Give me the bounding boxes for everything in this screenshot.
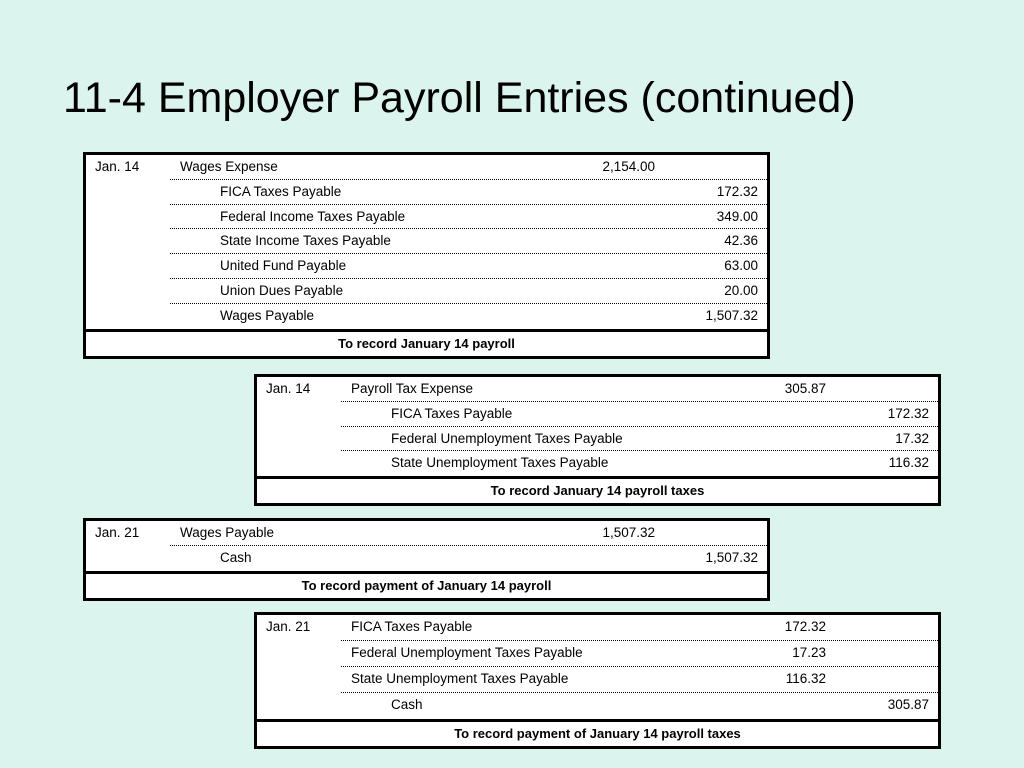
journal-entry-4: [254, 612, 941, 749]
journal-row: [86, 229, 767, 254]
credit-amount: 116.32: [888, 455, 929, 471]
journal-row: [86, 304, 767, 329]
debit-account: Wages Payable: [180, 525, 275, 540]
debit-amount: 2,154.00: [602, 159, 655, 174]
journal-row: [86, 521, 767, 546]
entry-memo: To record payment of January 14 payroll taxes: [257, 719, 938, 746]
entry-memo: To record January 14 payroll taxes: [257, 476, 938, 503]
journal-row: [86, 254, 767, 279]
journal-row: [257, 615, 938, 641]
credit-amount: 42.36: [724, 233, 758, 249]
credit-amount: 17.32: [895, 430, 929, 446]
debit-amount: 172.32: [784, 619, 826, 634]
credit-amount: 349.00: [716, 208, 758, 224]
credit-account: Federal Income Taxes Payable: [220, 208, 406, 224]
debit-account: Payroll Tax Expense: [351, 381, 474, 396]
journal-row: [86, 180, 767, 205]
entry-date: Jan. 14: [95, 159, 140, 174]
credit-account: FICA Taxes Payable: [220, 183, 342, 199]
slide-title: 11-4 Employer Payroll Entries (continued): [63, 74, 856, 122]
entry-memo: To record payment of January 14 payroll: [86, 571, 767, 598]
credit-amount: 305.87: [887, 697, 929, 712]
credit-account: Wages Payable: [220, 307, 315, 323]
entry-memo: To record January 14 payroll: [86, 329, 767, 356]
credit-account: Cash: [220, 549, 252, 565]
journal-row: [257, 641, 938, 667]
debit-account: State Unemployment Taxes Payable: [351, 671, 569, 686]
credit-amount: 63.00: [724, 258, 758, 274]
entry-date: Jan. 14: [266, 381, 311, 396]
journal-row: [257, 451, 938, 476]
credit-amount: 172.32: [887, 405, 929, 421]
debit-amount: 1,507.32: [602, 525, 655, 540]
journal-row: [86, 279, 767, 304]
journal-entry-2: [254, 374, 941, 506]
journal-entry-3: [83, 518, 770, 601]
credit-amount: 172.32: [716, 183, 758, 199]
journal-row: [86, 155, 767, 180]
credit-amount: 1,507.32: [705, 549, 758, 565]
debit-account: Wages Expense: [180, 159, 278, 174]
journal-row: [257, 667, 938, 693]
journal-row: [257, 427, 938, 452]
credit-account: Federal Unemployment Taxes Payable: [391, 430, 623, 446]
debit-account: Federal Unemployment Taxes Payable: [351, 645, 583, 660]
debit-account: FICA Taxes Payable: [351, 619, 473, 634]
journal-row: [86, 546, 767, 571]
credit-amount: 20.00: [724, 282, 758, 298]
journal-row: [257, 693, 938, 719]
entry-date: Jan. 21: [266, 619, 311, 634]
credit-account: State Unemployment Taxes Payable: [391, 455, 609, 471]
journal-row: [86, 205, 767, 230]
credit-account: United Fund Payable: [220, 258, 347, 274]
journal-row: [257, 402, 938, 427]
credit-account: Cash: [391, 697, 423, 712]
debit-amount: 305.87: [784, 381, 826, 396]
credit-account: Union Dues Payable: [220, 282, 344, 298]
credit-account: FICA Taxes Payable: [391, 405, 513, 421]
debit-amount: 116.32: [785, 671, 826, 686]
journal-entry-1: [83, 152, 770, 359]
credit-amount: 1,507.32: [705, 307, 758, 323]
journal-row: [257, 377, 938, 402]
entry-date: Jan. 21: [95, 525, 140, 540]
debit-amount: 17.23: [792, 645, 826, 660]
credit-account: State Income Taxes Payable: [220, 233, 391, 249]
